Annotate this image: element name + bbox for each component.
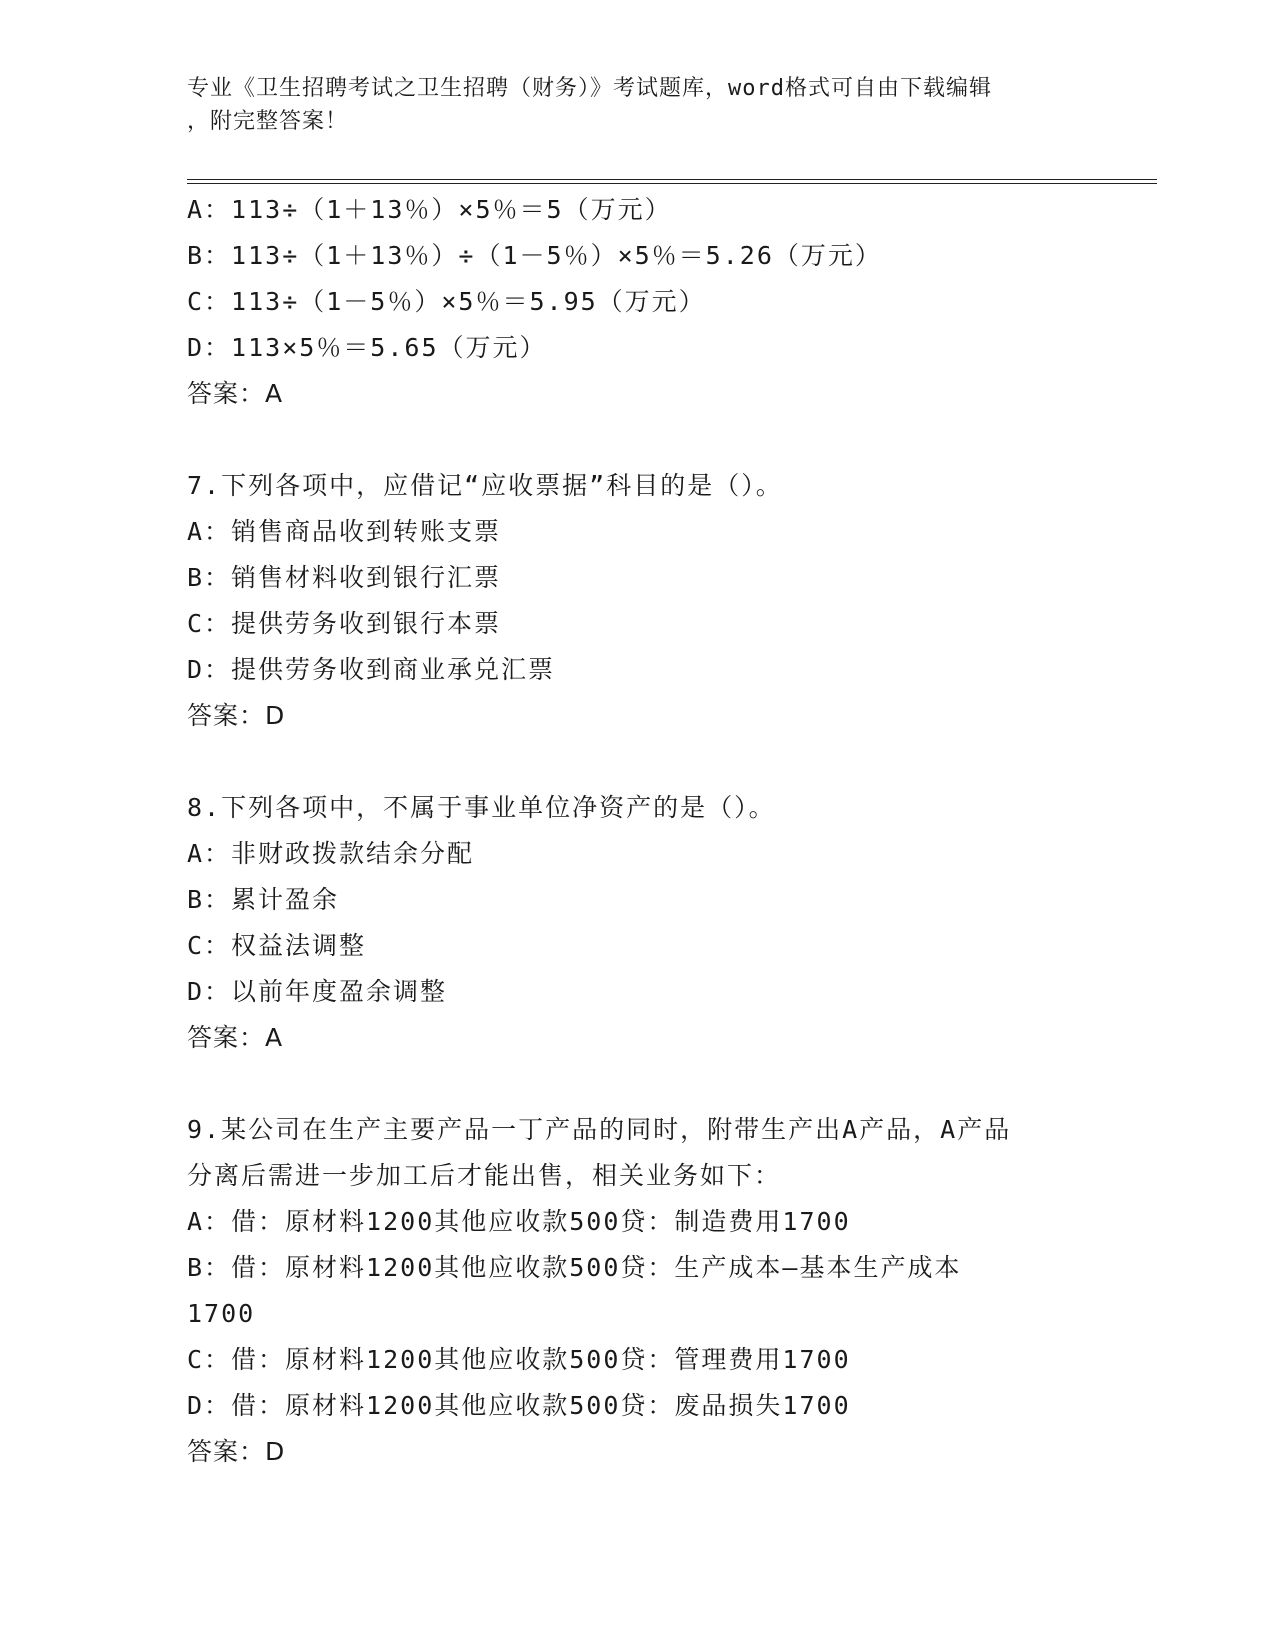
q8-answer: 答案：A <box>187 1023 284 1052</box>
question-list <box>187 187 1107 1475</box>
q7-option-c: C：提供劳务收到银行本票 <box>187 609 502 638</box>
header-line-1: 专业《卫生招聘考试之卫生招聘（财务）》考试题库，word格式可自由下载编辑 <box>187 76 992 101</box>
q7-option-d: D：提供劳务收到商业承兑汇票 <box>187 655 556 684</box>
q9-option-a: A：借：原材料1200其他应收款500贷：制造费用1700 <box>187 1207 851 1236</box>
q9-option-b: B：借：原材料1200其他应收款500贷：生产成本—基本生产成本 <box>187 1253 962 1282</box>
question-7 <box>187 463 1107 739</box>
q7-question: 7.下列各项中，应借记“应收票据”科目的是（）。 <box>187 471 783 500</box>
q9-option-d: D：借：原材料1200其他应收款500贷：废品损失1700 <box>187 1391 851 1420</box>
q9-option-c: C：借：原材料1200其他应收款500贷：管理费用1700 <box>187 1345 851 1374</box>
q7-answer: 答案：D <box>187 701 286 730</box>
q9-option-b-continued: 1700 <box>187 1299 256 1328</box>
q9-question-line-1: 9.某公司在生产主要产品一丁产品的同时，附带生产出A产品，A产品 <box>187 1115 1012 1144</box>
q7-option-b: B：销售材料收到银行汇票 <box>187 563 502 592</box>
q8-option-a: A：非财政拨款结余分配 <box>187 839 475 868</box>
question-6 <box>187 187 1107 417</box>
question-8 <box>187 785 1107 1061</box>
header-divider-bottom <box>187 183 1157 184</box>
q9-question-line-2: 分离后需进一步加工后才能出售，相关业务如下： <box>187 1161 782 1190</box>
q8-option-c: C：权益法调整 <box>187 931 367 960</box>
q7-option-a: A：销售商品收到转账支票 <box>187 517 502 546</box>
q6-option-d: D：113×5％＝5.65（万元） <box>187 333 547 362</box>
header-line-2: ，附完整答案！ <box>187 109 349 134</box>
header-divider-top <box>187 179 1157 180</box>
document-header <box>187 72 1087 138</box>
q6-option-a: A：113÷（1＋13％）×5％＝5（万元） <box>187 195 672 224</box>
q6-option-b: B：113÷（1＋13％）÷（1－5％）×5％＝5.26（万元） <box>187 241 882 270</box>
q9-answer: 答案：D <box>187 1437 286 1466</box>
q8-question: 8.下列各项中，不属于事业单位净资产的是（）。 <box>187 793 776 822</box>
question-9 <box>187 1107 1107 1475</box>
q8-option-b: B：累计盈余 <box>187 885 340 914</box>
q6-option-c: C：113÷（1－5％）×5％＝5.95（万元） <box>187 287 706 316</box>
q8-option-d: D：以前年度盈余调整 <box>187 977 448 1006</box>
q6-answer: 答案：A <box>187 379 284 408</box>
